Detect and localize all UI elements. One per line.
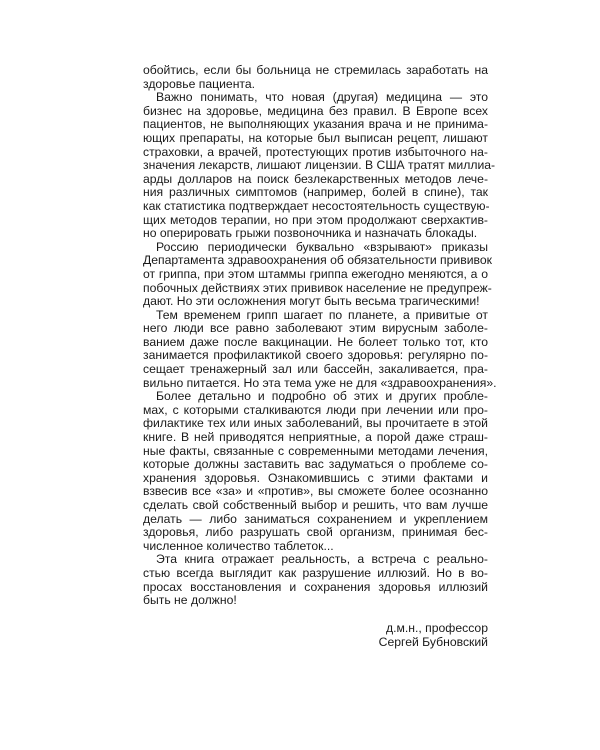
- text-line: здоровья, либо разрушать свой организм, принимая бес-: [143, 525, 488, 540]
- text-line: которые должны заставить вас задуматься о проблеме со-: [143, 457, 488, 472]
- text-line: щих методов терапии, но при этом продолжают сверхактив-: [143, 212, 488, 227]
- text-line: Более детально и подробно об этих и других пробле-: [156, 389, 488, 404]
- text-line: Эта книга отражает реальность, а встреча с реально-: [156, 552, 488, 567]
- text-line: хранения здоровья. Ознакомившись с этими фактами и: [143, 470, 488, 485]
- author-name: Сергей Бубновский: [378, 634, 488, 649]
- text-line: дают. Но эти осложнения могут быть весьма трагическими!: [143, 294, 480, 309]
- body-text: [143, 63, 497, 608]
- text-line: но оперировать грыжи позвоночника и назначать блокады.: [143, 226, 478, 241]
- text-line: сделать свой собственный выбор и решить, что вам лучше: [143, 498, 488, 512]
- text-line: Тем временем грипп шагает по планете, а привитые от: [156, 307, 488, 322]
- text-line: численное количество таблеток...: [143, 538, 334, 553]
- paragraph: [143, 64, 488, 91]
- paragraph: [143, 553, 488, 607]
- text-line: просах восстановления и сохранения здоровья иллюзий: [143, 579, 488, 594]
- author-title: д.м.н., профессор: [386, 621, 488, 635]
- text-line: обойтись, если бы больница не стремилась заработать на: [143, 63, 488, 77]
- text-line: ные факты, связанные с современными методами лечения,: [143, 443, 488, 458]
- text-line: филактике тех или иных заболеваний, вы прочитаете в этой: [143, 416, 488, 431]
- text-line: занимается профилактикой своего здоровья: регулярно по-: [143, 348, 488, 363]
- author-signature: [238, 622, 488, 649]
- text-line: от гриппа, при этом штаммы гриппа ежегодно меняются, а о: [143, 266, 488, 281]
- text-line: пациентов, не выполняющих указания врача и не принима-: [143, 117, 488, 132]
- text-line: книге. В ней приводятся неприятные, а порой даже страш-: [143, 430, 488, 445]
- text-line: Важно понимать, что новая (другая) медицина — это: [156, 90, 488, 105]
- text-line: арды долларов на поиск безлекарственных методов лече-: [143, 171, 488, 186]
- text-line: сещает тренажерный зал или бассейн, закаливается, пра-: [143, 362, 488, 377]
- text-line: здоровье пациента.: [143, 76, 256, 91]
- text-line: быть не должно!: [143, 593, 237, 608]
- text-line: ния различных симптомов (например, болей в спине), так: [143, 185, 488, 200]
- text-line: него люди все равно заболевают этим вирусным заболе-: [143, 321, 488, 336]
- paragraph: [143, 239, 492, 309]
- text-line: Департамента здравоохранения об обязательности прививок: [143, 253, 492, 268]
- text-line: ванием даже после вакцинации. Не болеет только тот, кто: [143, 334, 488, 349]
- text-line: вильно питается. Но эта тема уже не для «здравоохранения».: [143, 375, 497, 390]
- text-line: делать — либо заниматься сохранением и укреплением: [143, 511, 488, 526]
- text-line: стью всегда выглядит как разрушение иллюзий. Но в во-: [143, 565, 488, 580]
- text-line: как статистика подтверждает несостоятельность существую-: [143, 198, 490, 213]
- paragraph: [143, 390, 488, 553]
- text-line: Россию периодически буквально «взрывают» приказы: [156, 239, 488, 254]
- paragraph: [143, 90, 496, 241]
- text-line: значения лекарств, лишают лицензии. В США тратят миллиа-: [143, 158, 496, 173]
- text-line: страховки, а врачей, протестующих против избыточного на-: [143, 144, 488, 159]
- text-line: мах, с которыми сталкиваются люди при лечении или про-: [143, 402, 488, 417]
- paragraph: [143, 307, 497, 391]
- text-line: ющих препараты, на которые был выписан рецепт, лишают: [143, 130, 488, 145]
- text-line: бизнес на здоровье, медицина без правил. В Европе всех: [143, 103, 488, 118]
- text-line: взвесив все «за» и «против», вы сможете более осознанно: [143, 484, 488, 499]
- text-line: побочных действиях этих прививок население не предупреж-: [143, 280, 492, 295]
